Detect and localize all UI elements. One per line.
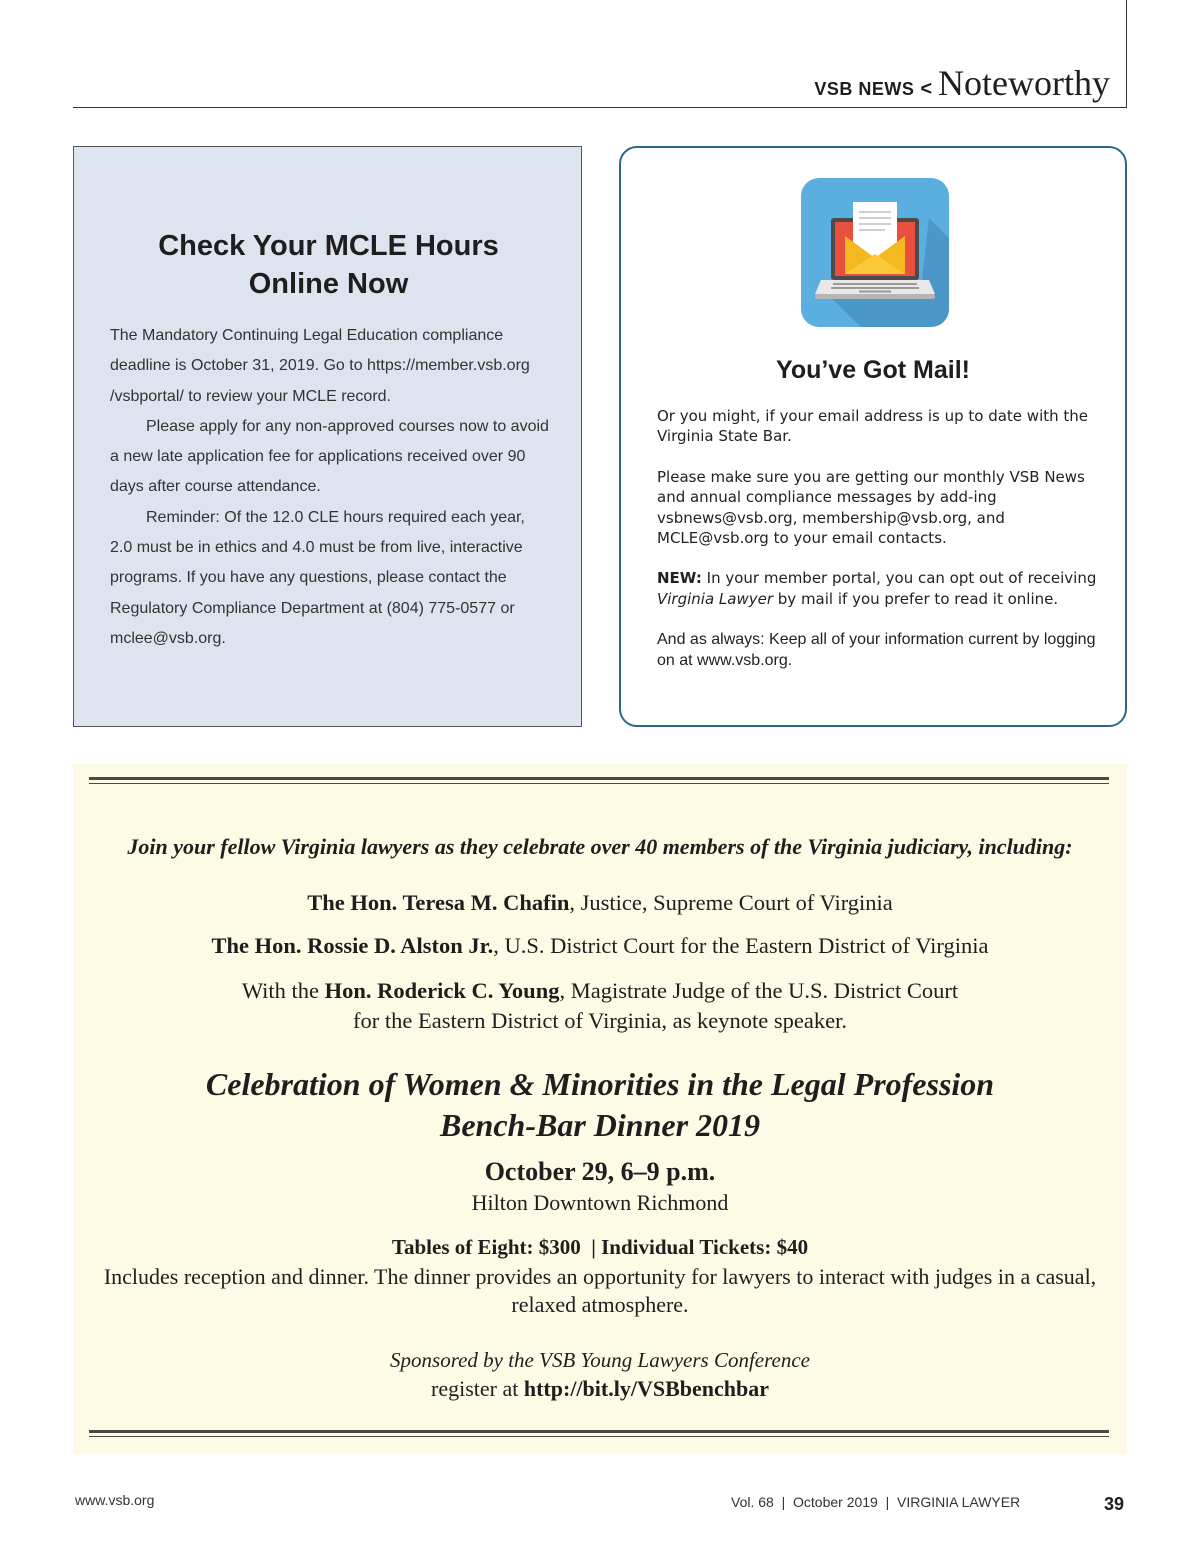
event-price: Tables of Eight: $300 | Individual Tickets: $40 [391,1235,809,1259]
mail-paragraph-4: And as always: Keep all of your information current by logging on at www.vsb.org. [657,631,1096,670]
honoree-2 [73,933,1127,959]
event-venue: Hilton Downtown Richmond [471,1190,729,1215]
section-title: Noteworthy [938,63,1110,103]
mcle-paragraph-2: Please apply for any non-approved courses now to avoid a new late application fee for applications received over 90 days after course attendance. [110,417,549,496]
mail-paragraph-2: Please make sure you are getting our monthly VSB News and annual compliance messages by add-ing vsbnews@vsb.org, membership@vsb.org, and MCLE@vsb.org to your email contacts. [657,467,1085,548]
section-label: VSB NEWS [814,79,915,99]
mcle-title [74,227,583,303]
section-separator: < [920,78,933,100]
honoree-1 [73,890,1127,916]
mcle-body [110,321,550,654]
keynote-speaker [73,976,1127,1036]
mail-p3-text-b: by mail if you prefer to read it online. [773,589,1059,608]
keynote-title-2: for the Eastern District of Virginia, as keynote speaker. [353,1008,847,1033]
event-box [73,764,1127,1454]
mail-body [657,406,1097,691]
mcle-paragraph-3: Reminder: Of the 12.0 CLE hours required each year, 2.0 must be in ethics and 4.0 must be from live, interactive programs. If you have any questions, please contact the Regulatory Compliance Department at (804) 775-0577 or mclee@vsb.org. [110,508,525,647]
honoree-1-name: The Hon. Teresa M. Chafin [307,890,570,915]
honoree-1-title: , Justice, Supreme Court of Virginia [569,890,893,915]
event-intro: Join your fellow Virginia lawyers as they celebrate over 40 members of the Virginia judiciary, including: [127,834,1073,859]
honoree-2-title: , U.S. District Court for the Eastern District of Virginia [493,933,989,958]
keynote-title-1: , Magistrate Judge of the U.S. District Court [559,978,959,1003]
mcle-paragraph-1: The Mandatory Continuing Legal Education compliance deadline is October 31, 2019. Go to https://member.vsb.org /vsbportal/ to review your MCLE record. [110,327,530,405]
mail-p3-text-a: In your member portal, you can opt out of receiving [701,569,1097,588]
header-rule [73,107,1127,108]
footer-website[interactable]: www.vsb.org [75,1492,155,1508]
event-date: October 29, 6–9 p.m. [484,1157,716,1186]
page-number: 39 [1104,1494,1125,1514]
keynote-name: Hon. Roderick C. Young [324,978,560,1003]
event-register [73,1376,1127,1402]
header-vertical-rule [1126,0,1127,108]
mcle-title-line2: Online Now [248,268,409,300]
event-bottom-rule [89,1430,1109,1437]
event-headline [73,1064,1127,1146]
laptop-envelope-icon [801,178,949,327]
keynote-line-1 [73,976,1127,1006]
event-headline-1: Celebration of Women & Minorities in the Legal Profession [205,1066,995,1102]
event-sponsor: Sponsored by the VSB Young Lawyers Conference [390,1348,810,1372]
mail-title: You’ve Got Mail! [776,356,970,384]
page-header [814,62,1110,104]
mail-paragraph-1: Or you might, if your email address is up to date with the Virginia State Bar. [657,407,1089,446]
honoree-2-name: The Hon. Rossie D. Alston Jr. [211,933,494,958]
keynote-prefix: With the [241,978,325,1003]
event-top-rule [89,777,1109,784]
new-label: NEW: [657,569,702,588]
mail-box [619,146,1127,727]
register-prefix: register at [431,1376,524,1401]
event-description: Includes reception and dinner. The dinner provides an opportunity for lawyers to interact with judges in a casual, relaxed atmosphere. [103,1264,1097,1317]
mcle-box [73,146,582,727]
register-link[interactable]: http://bit.ly/VSBbenchbar [523,1376,769,1401]
mcle-title-line1: Check Your MCLE Hours [158,230,499,262]
event-headline-2: Bench-Bar Dinner 2019 [439,1107,761,1143]
mail-paragraph-3 [657,568,1097,609]
magazine-name: Virginia Lawyer [657,589,774,608]
footer-issue: Vol. 68 | October 2019 | VIRGINIA LAWYER [731,1494,1021,1510]
